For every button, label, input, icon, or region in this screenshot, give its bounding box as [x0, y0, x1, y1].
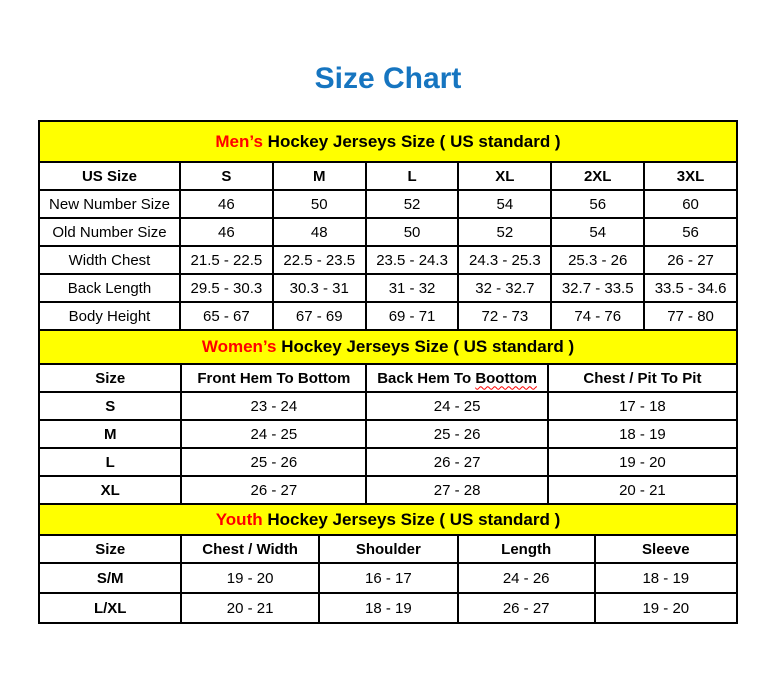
table-cell: 56 [551, 190, 644, 218]
column-header: 2XL [551, 162, 644, 190]
table-cell: 25.3 - 26 [551, 246, 644, 274]
row-label: Body Height [39, 302, 180, 330]
size-chart-tables [38, 120, 738, 624]
row-label: Back Length [39, 274, 180, 302]
column-header: Chest / Pit To Pit [548, 364, 737, 392]
table-cell: 30.3 - 31 [273, 274, 366, 302]
column-header: Size [39, 364, 181, 392]
column-header: 3XL [644, 162, 737, 190]
table-cell: 77 - 80 [644, 302, 737, 330]
table-cell: 50 [273, 190, 366, 218]
table-cell: 54 [551, 218, 644, 246]
table-cell: 16 - 17 [319, 563, 458, 593]
table-cell: 48 [273, 218, 366, 246]
column-header: Front Hem To Bottom [181, 364, 366, 392]
table-cell: 46 [180, 218, 273, 246]
womens-section-banner [38, 329, 738, 365]
banner-text: Hockey Jerseys Size ( US standard ) [262, 509, 561, 529]
table-cell: 72 - 73 [458, 302, 551, 330]
column-header: Size [39, 535, 181, 563]
table-cell: 24.3 - 25.3 [458, 246, 551, 274]
table-cell: 26 - 27 [644, 246, 737, 274]
table-cell: 56 [644, 218, 737, 246]
table-cell: 26 - 27 [366, 448, 547, 476]
column-header: US Size [39, 162, 180, 190]
womens-size-table [38, 363, 738, 505]
table-row [39, 420, 737, 448]
table-cell: 20 - 21 [548, 476, 737, 504]
row-label: S/M [39, 563, 181, 593]
table-cell: 32.7 - 33.5 [551, 274, 644, 302]
table-row [39, 448, 737, 476]
table-cell: 18 - 19 [548, 420, 737, 448]
row-label: XL [39, 476, 181, 504]
banner-text: Hockey Jerseys Size ( US standard ) [262, 131, 561, 151]
table-row [39, 593, 737, 623]
row-label: M [39, 420, 181, 448]
row-label: New Number Size [39, 190, 180, 218]
table-cell: 20 - 21 [181, 593, 319, 623]
table-row [39, 302, 737, 330]
youth-size-table [38, 534, 738, 624]
table-cell: 60 [644, 190, 737, 218]
table-cell: 24 - 25 [366, 392, 547, 420]
misspelled-word: Boottom [475, 369, 537, 387]
column-header: XL [458, 162, 551, 190]
column-header: Sleeve [595, 535, 737, 563]
table-cell: 74 - 76 [551, 302, 644, 330]
table-cell: 33.5 - 34.6 [644, 274, 737, 302]
row-label: S [39, 392, 181, 420]
table-cell: 25 - 26 [366, 420, 547, 448]
table-cell: 22.5 - 23.5 [273, 246, 366, 274]
table-cell: 69 - 71 [366, 302, 459, 330]
table-cell: 31 - 32 [366, 274, 459, 302]
banner-highlight: Women’s [201, 337, 277, 356]
table-row [39, 274, 737, 302]
table-cell: 54 [458, 190, 551, 218]
table-row [39, 246, 737, 274]
table-cell: 24 - 25 [181, 420, 366, 448]
table-cell: 23 - 24 [181, 392, 366, 420]
table-cell: 19 - 20 [181, 563, 319, 593]
table-cell: 27 - 28 [366, 476, 547, 504]
row-label: Old Number Size [39, 218, 180, 246]
row-label: Width Chest [39, 246, 180, 274]
table-row [39, 563, 737, 593]
table-cell: 67 - 69 [273, 302, 366, 330]
row-label: L/XL [39, 593, 181, 623]
column-header: Back Hem To Boottom [366, 364, 547, 392]
table-cell: 50 [366, 218, 459, 246]
table-cell: 18 - 19 [319, 593, 458, 623]
table-row [39, 218, 737, 246]
table-cell: 19 - 20 [548, 448, 737, 476]
mens-section-banner [38, 120, 738, 163]
table-row [39, 190, 737, 218]
table-cell: 26 - 27 [458, 593, 595, 623]
banner-highlight: Youth [215, 509, 263, 529]
column-header: Length [458, 535, 595, 563]
table-row [39, 392, 737, 420]
table-cell: 52 [366, 190, 459, 218]
banner-text: Hockey Jerseys Size ( US standard ) [276, 337, 575, 356]
table-cell: 29.5 - 30.3 [180, 274, 273, 302]
page-title: Size Chart [314, 62, 462, 95]
table-cell: 65 - 67 [180, 302, 273, 330]
header-row [39, 162, 737, 190]
table-cell: 25 - 26 [181, 448, 366, 476]
table-cell: 21.5 - 22.5 [180, 246, 273, 274]
banner-highlight: Men’s [215, 131, 263, 151]
column-header: L [366, 162, 459, 190]
youth-section-banner [38, 503, 738, 536]
table-cell: 17 - 18 [548, 392, 737, 420]
header-row [39, 535, 737, 563]
column-header: M [273, 162, 366, 190]
table-cell: 19 - 20 [595, 593, 737, 623]
table-cell: 26 - 27 [181, 476, 366, 504]
column-header: Chest / Width [181, 535, 319, 563]
table-cell: 32 - 32.7 [458, 274, 551, 302]
table-cell: 23.5 - 24.3 [366, 246, 459, 274]
column-header: S [180, 162, 273, 190]
table-cell: 24 - 26 [458, 563, 595, 593]
table-cell: 46 [180, 190, 273, 218]
table-row [39, 476, 737, 504]
column-header: Shoulder [319, 535, 458, 563]
mens-size-table [38, 161, 738, 331]
header-row [39, 364, 737, 392]
row-label: L [39, 448, 181, 476]
table-cell: 18 - 19 [595, 563, 737, 593]
table-cell: 52 [458, 218, 551, 246]
